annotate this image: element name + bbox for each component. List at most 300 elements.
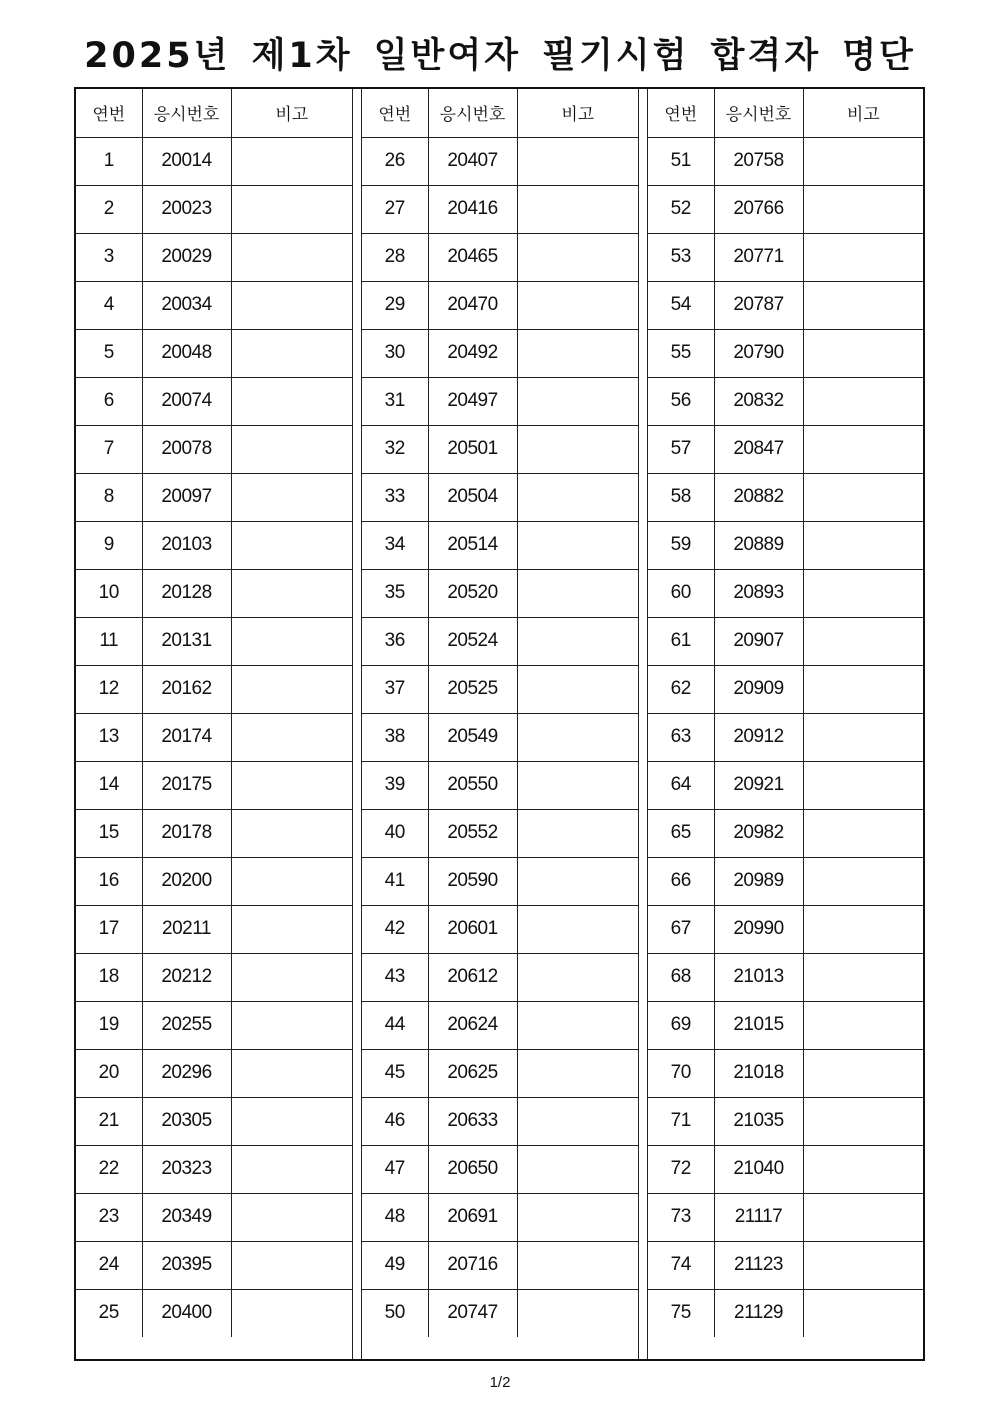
table-row [648, 137, 923, 185]
table-header-row [362, 89, 638, 137]
row-no-cell: 43 [362, 953, 428, 1001]
table-row [362, 1241, 638, 1289]
exam-number-cell: 20990 [714, 905, 803, 953]
table-row [362, 953, 638, 1001]
row-no-cell: 14 [76, 761, 142, 809]
table-row [76, 473, 352, 521]
table-row [362, 329, 638, 377]
table-row [648, 425, 923, 473]
note-cell [803, 1193, 923, 1241]
exam-number-cell: 20048 [142, 329, 231, 377]
note-cell [231, 905, 352, 953]
table-row [648, 1289, 923, 1337]
table-row [648, 809, 923, 857]
row-no-cell: 18 [76, 953, 142, 1001]
note-cell [517, 1241, 638, 1289]
table-row [648, 1001, 923, 1049]
exam-number-cell: 20787 [714, 281, 803, 329]
row-no-cell: 30 [362, 329, 428, 377]
table-row [76, 425, 352, 473]
table-row [362, 1145, 638, 1193]
row-no-cell: 56 [648, 377, 714, 425]
header-note: 비고 [231, 89, 352, 137]
note-cell [517, 569, 638, 617]
note-cell [517, 761, 638, 809]
exam-number-cell: 20200 [142, 857, 231, 905]
exam-number-cell: 20323 [142, 1145, 231, 1193]
note-cell [231, 1241, 352, 1289]
row-no-cell: 51 [648, 137, 714, 185]
row-no-cell: 44 [362, 1001, 428, 1049]
exam-number-cell: 20550 [428, 761, 517, 809]
row-no-cell: 29 [362, 281, 428, 329]
note-cell [803, 857, 923, 905]
exam-number-cell: 20128 [142, 569, 231, 617]
row-no-cell: 74 [648, 1241, 714, 1289]
row-no-cell: 57 [648, 425, 714, 473]
panel-divider [352, 89, 362, 1359]
table-row [362, 137, 638, 185]
exam-number-cell: 20504 [428, 473, 517, 521]
table-row [362, 1097, 638, 1145]
exam-number-cell: 20882 [714, 473, 803, 521]
exam-number-cell: 20034 [142, 281, 231, 329]
table-row [362, 857, 638, 905]
row-no-cell: 38 [362, 713, 428, 761]
exam-number-cell: 20349 [142, 1193, 231, 1241]
exam-number-cell: 21040 [714, 1145, 803, 1193]
table-row [76, 1193, 352, 1241]
table-row [76, 665, 352, 713]
row-no-cell: 75 [670, 1302, 691, 1324]
table-row [362, 521, 638, 569]
note-cell [231, 1289, 352, 1337]
table-row [648, 185, 923, 233]
note-cell [231, 953, 352, 1001]
note-cell [517, 1049, 638, 1097]
row-no-cell: 15 [76, 809, 142, 857]
row-no-cell: 22 [76, 1145, 142, 1193]
note-cell [517, 665, 638, 713]
table-row [76, 809, 352, 857]
exam-number-cell: 20832 [714, 377, 803, 425]
row-no-cell: 55 [648, 329, 714, 377]
exam-number-cell: 21013 [714, 953, 803, 1001]
results-table-panel-3 [648, 89, 923, 1337]
note-cell [803, 185, 923, 233]
row-no-cell: 49 [362, 1241, 428, 1289]
table-row [76, 617, 352, 665]
note-cell [517, 617, 638, 665]
note-cell [803, 425, 923, 473]
table-row [76, 1289, 352, 1337]
exam-number-cell: 20612 [428, 953, 517, 1001]
exam-number-cell: 20395 [142, 1241, 231, 1289]
exam-number-cell: 20514 [428, 521, 517, 569]
row-no-cell: 48 [362, 1193, 428, 1241]
note-cell [231, 713, 352, 761]
row-no-cell: 37 [362, 665, 428, 713]
results-table-panel-2 [362, 89, 638, 1337]
row-no-cell: 42 [362, 905, 428, 953]
row-no-cell: 5 [76, 329, 142, 377]
table-row [362, 1049, 638, 1097]
exam-number-cell: 21015 [714, 1001, 803, 1049]
exam-number-cell: 20178 [142, 809, 231, 857]
row-no-cell: 62 [648, 665, 714, 713]
table-row [362, 761, 638, 809]
note-cell [231, 1097, 352, 1145]
note-cell [517, 953, 638, 1001]
note-cell [231, 569, 352, 617]
exam-number-cell: 20716 [428, 1241, 517, 1289]
row-no-cell: 72 [648, 1145, 714, 1193]
table-row [648, 761, 923, 809]
row-no-cell: 26 [362, 137, 428, 185]
note-cell [231, 1145, 352, 1193]
exam-number-cell: 21018 [714, 1049, 803, 1097]
exam-number-cell: 20790 [714, 329, 803, 377]
row-no-cell: 69 [648, 1001, 714, 1049]
exam-number-cell: 20103 [142, 521, 231, 569]
header-no: 연번 [76, 89, 142, 137]
row-no-cell: 27 [362, 185, 428, 233]
row-no-cell: 1 [76, 137, 142, 185]
exam-number-cell: 21117 [714, 1193, 803, 1241]
note-cell [517, 521, 638, 569]
table-header-row [648, 89, 923, 137]
header-no: 연번 [362, 89, 428, 137]
table-row [76, 377, 352, 425]
note-cell [803, 761, 923, 809]
table-row [362, 233, 638, 281]
row-no-cell: 67 [648, 905, 714, 953]
row-no-cell: 16 [76, 857, 142, 905]
table-row [76, 1241, 352, 1289]
note-cell [231, 1193, 352, 1241]
row-no-cell: 28 [362, 233, 428, 281]
row-no-cell: 36 [362, 617, 428, 665]
table-row [362, 1193, 638, 1241]
exam-number-cell: 21123 [714, 1241, 803, 1289]
table-row [648, 233, 923, 281]
table-row [362, 425, 638, 473]
exam-number-cell: 20492 [428, 329, 517, 377]
row-no-cell: 65 [648, 809, 714, 857]
row-no-cell: 33 [362, 473, 428, 521]
row-no-cell: 71 [648, 1097, 714, 1145]
table-row [648, 473, 923, 521]
row-no-cell: 52 [648, 185, 714, 233]
table-row [648, 905, 923, 953]
table-row [76, 329, 352, 377]
row-no-cell: 40 [362, 809, 428, 857]
table-row [362, 569, 638, 617]
header-note: 비고 [517, 89, 638, 137]
exam-number-cell: 20416 [428, 185, 517, 233]
row-no-cell: 45 [362, 1049, 428, 1097]
row-no-cell: 10 [76, 569, 142, 617]
table-row [648, 713, 923, 761]
exam-number-cell: 20893 [714, 569, 803, 617]
exam-number-cell: 20465 [428, 233, 517, 281]
note-cell [231, 761, 352, 809]
exam-number-cell: 20470 [428, 281, 517, 329]
note-cell [803, 1241, 923, 1289]
exam-number-cell: 20747 [428, 1289, 517, 1337]
exam-number-cell: 20982 [714, 809, 803, 857]
row-no-cell: 47 [362, 1145, 428, 1193]
row-no-cell: 73 [648, 1193, 714, 1241]
header-note: 비고 [803, 89, 923, 137]
row-no-cell: 2 [76, 185, 142, 233]
row-no-cell: 17 [76, 905, 142, 953]
exam-number-cell: 20601 [428, 905, 517, 953]
exam-number-cell: 20766 [714, 185, 803, 233]
table-row [362, 713, 638, 761]
exam-number-cell: 20074 [142, 377, 231, 425]
note-cell [517, 185, 638, 233]
note-cell [803, 1097, 923, 1145]
note-cell [231, 521, 352, 569]
row-no-cell: 32 [362, 425, 428, 473]
note-cell [231, 1001, 352, 1049]
row-no-cell: 24 [76, 1241, 142, 1289]
row-no-cell: 20 [76, 1049, 142, 1097]
table-row [648, 1049, 923, 1097]
row-no-cell: 66 [648, 857, 714, 905]
table-row [648, 617, 923, 665]
exam-number-cell: 20525 [428, 665, 517, 713]
table-row [76, 857, 352, 905]
exam-number-cell: 20174 [142, 713, 231, 761]
row-no-cell: 70 [648, 1049, 714, 1097]
exam-number-cell: 20014 [142, 137, 231, 185]
exam-number-cell: 20501 [428, 425, 517, 473]
note-cell [803, 665, 923, 713]
table-row [648, 1241, 923, 1289]
note-cell [803, 377, 923, 425]
exam-number-cell: 20909 [714, 665, 803, 713]
exam-number-cell: 20907 [714, 617, 803, 665]
note-cell [231, 857, 352, 905]
table-row [76, 185, 352, 233]
table-row [648, 857, 923, 905]
note-cell [803, 1145, 923, 1193]
row-no-cell: 46 [362, 1097, 428, 1145]
table-row [362, 809, 638, 857]
table-row [362, 473, 638, 521]
exam-number-cell: 20023 [142, 185, 231, 233]
note-cell [517, 1001, 638, 1049]
note-cell [231, 377, 352, 425]
exam-number-cell: 20162 [142, 665, 231, 713]
exam-number-cell: 20400 [142, 1289, 231, 1337]
row-no-cell: 3 [76, 233, 142, 281]
header-exam-no: 응시번호 [142, 89, 231, 137]
row-no-cell: 53 [648, 233, 714, 281]
note-cell [803, 473, 923, 521]
table-row [76, 905, 352, 953]
exam-number-cell: 20097 [142, 473, 231, 521]
table-row [648, 281, 923, 329]
note-cell [517, 281, 638, 329]
note-cell [231, 233, 352, 281]
row-no-cell: 35 [362, 569, 428, 617]
note-cell [803, 281, 923, 329]
table-row [362, 617, 638, 665]
table-row [648, 1193, 923, 1241]
exam-number-cell: 20758 [714, 137, 803, 185]
table-row [648, 569, 923, 617]
header-exam-no: 응시번호 [428, 89, 517, 137]
note-cell [231, 281, 352, 329]
note-cell [517, 713, 638, 761]
note-cell [517, 905, 638, 953]
row-no-cell: 60 [648, 569, 714, 617]
note-cell [231, 329, 352, 377]
exam-number-cell: 20921 [714, 761, 803, 809]
header-no: 연번 [648, 89, 714, 137]
note-cell [231, 617, 352, 665]
table-row [76, 137, 352, 185]
row-no-cell: 6 [76, 377, 142, 425]
table-row [648, 665, 923, 713]
note-cell [517, 377, 638, 425]
note-cell [231, 809, 352, 857]
row-no-cell: 50 [384, 1302, 405, 1324]
note-cell [803, 521, 923, 569]
exam-number-cell: 21035 [714, 1097, 803, 1145]
table-row [648, 953, 923, 1001]
note-cell [517, 809, 638, 857]
note-cell [517, 1289, 638, 1337]
table-row [362, 281, 638, 329]
exam-number-cell: 21129 [714, 1289, 803, 1337]
exam-number-cell: 20305 [142, 1097, 231, 1145]
table-row [76, 713, 352, 761]
page-title: 2025년 제1차 일반여자 필기시험 합격자 명단 [84, 36, 916, 76]
row-no-cell: 59 [648, 521, 714, 569]
table-row [648, 329, 923, 377]
exam-number-cell: 20255 [142, 1001, 231, 1049]
row-no-cell: 64 [648, 761, 714, 809]
exam-number-cell: 20889 [714, 521, 803, 569]
exam-number-cell: 20624 [428, 1001, 517, 1049]
exam-number-cell: 20771 [714, 233, 803, 281]
exam-number-cell: 20175 [142, 761, 231, 809]
row-no-cell: 54 [648, 281, 714, 329]
note-cell [517, 1097, 638, 1145]
table-header-row [76, 89, 352, 137]
exam-number-cell: 20912 [714, 713, 803, 761]
row-no-cell: 34 [362, 521, 428, 569]
row-no-cell: 12 [76, 665, 142, 713]
exam-number-cell: 20552 [428, 809, 517, 857]
note-cell [517, 233, 638, 281]
row-no-cell: 4 [76, 281, 142, 329]
note-cell [803, 617, 923, 665]
note-cell [803, 569, 923, 617]
table-row [76, 281, 352, 329]
table-row [648, 1145, 923, 1193]
results-sheet [74, 87, 925, 1361]
table-row [362, 1289, 638, 1337]
exam-number-cell: 20549 [428, 713, 517, 761]
exam-number-cell: 20650 [428, 1145, 517, 1193]
note-cell [517, 1145, 638, 1193]
exam-number-cell: 20497 [428, 377, 517, 425]
exam-number-cell: 20989 [714, 857, 803, 905]
note-cell [517, 857, 638, 905]
note-cell [231, 1049, 352, 1097]
row-no-cell: 9 [76, 521, 142, 569]
table-row [76, 953, 352, 1001]
table-row [648, 521, 923, 569]
exam-number-cell: 20847 [714, 425, 803, 473]
note-cell [231, 665, 352, 713]
row-no-cell: 8 [76, 473, 142, 521]
table-row [76, 521, 352, 569]
row-no-cell: 19 [76, 1001, 142, 1049]
note-cell [803, 1049, 923, 1097]
row-no-cell: 58 [648, 473, 714, 521]
note-cell [517, 425, 638, 473]
table-row [362, 905, 638, 953]
note-cell [231, 185, 352, 233]
note-cell [517, 329, 638, 377]
row-no-cell: 31 [362, 377, 428, 425]
table-row [362, 665, 638, 713]
exam-number-cell: 20212 [142, 953, 231, 1001]
row-no-cell: 41 [362, 857, 428, 905]
table-row [76, 1049, 352, 1097]
table-row [362, 185, 638, 233]
exam-number-cell: 20520 [428, 569, 517, 617]
exam-number-cell: 20524 [428, 617, 517, 665]
note-cell [803, 809, 923, 857]
table-row [362, 377, 638, 425]
note-cell [803, 1001, 923, 1049]
results-table-panel-1 [76, 89, 352, 1337]
note-cell [517, 473, 638, 521]
exam-number-cell: 20131 [142, 617, 231, 665]
note-cell [803, 953, 923, 1001]
table-row [76, 233, 352, 281]
table-row [76, 761, 352, 809]
exam-number-cell: 20625 [428, 1049, 517, 1097]
exam-number-cell: 20211 [142, 905, 231, 953]
exam-number-cell: 20407 [428, 137, 517, 185]
table-row [76, 569, 352, 617]
table-row [362, 1001, 638, 1049]
exam-number-cell: 20078 [142, 425, 231, 473]
exam-number-cell: 20633 [428, 1097, 517, 1145]
panel-divider [638, 89, 648, 1359]
row-no-cell: 7 [76, 425, 142, 473]
exam-number-cell: 20691 [428, 1193, 517, 1241]
exam-number-cell: 20029 [142, 233, 231, 281]
exam-number-cell: 20296 [142, 1049, 231, 1097]
row-no-cell: 21 [76, 1097, 142, 1145]
page-indicator: 1/2 [489, 1374, 511, 1391]
row-no-cell: 23 [76, 1193, 142, 1241]
table-row [76, 1097, 352, 1145]
note-cell [517, 137, 638, 185]
header-exam-no: 응시번호 [714, 89, 803, 137]
row-no-cell: 25 [98, 1302, 119, 1324]
row-no-cell: 68 [648, 953, 714, 1001]
